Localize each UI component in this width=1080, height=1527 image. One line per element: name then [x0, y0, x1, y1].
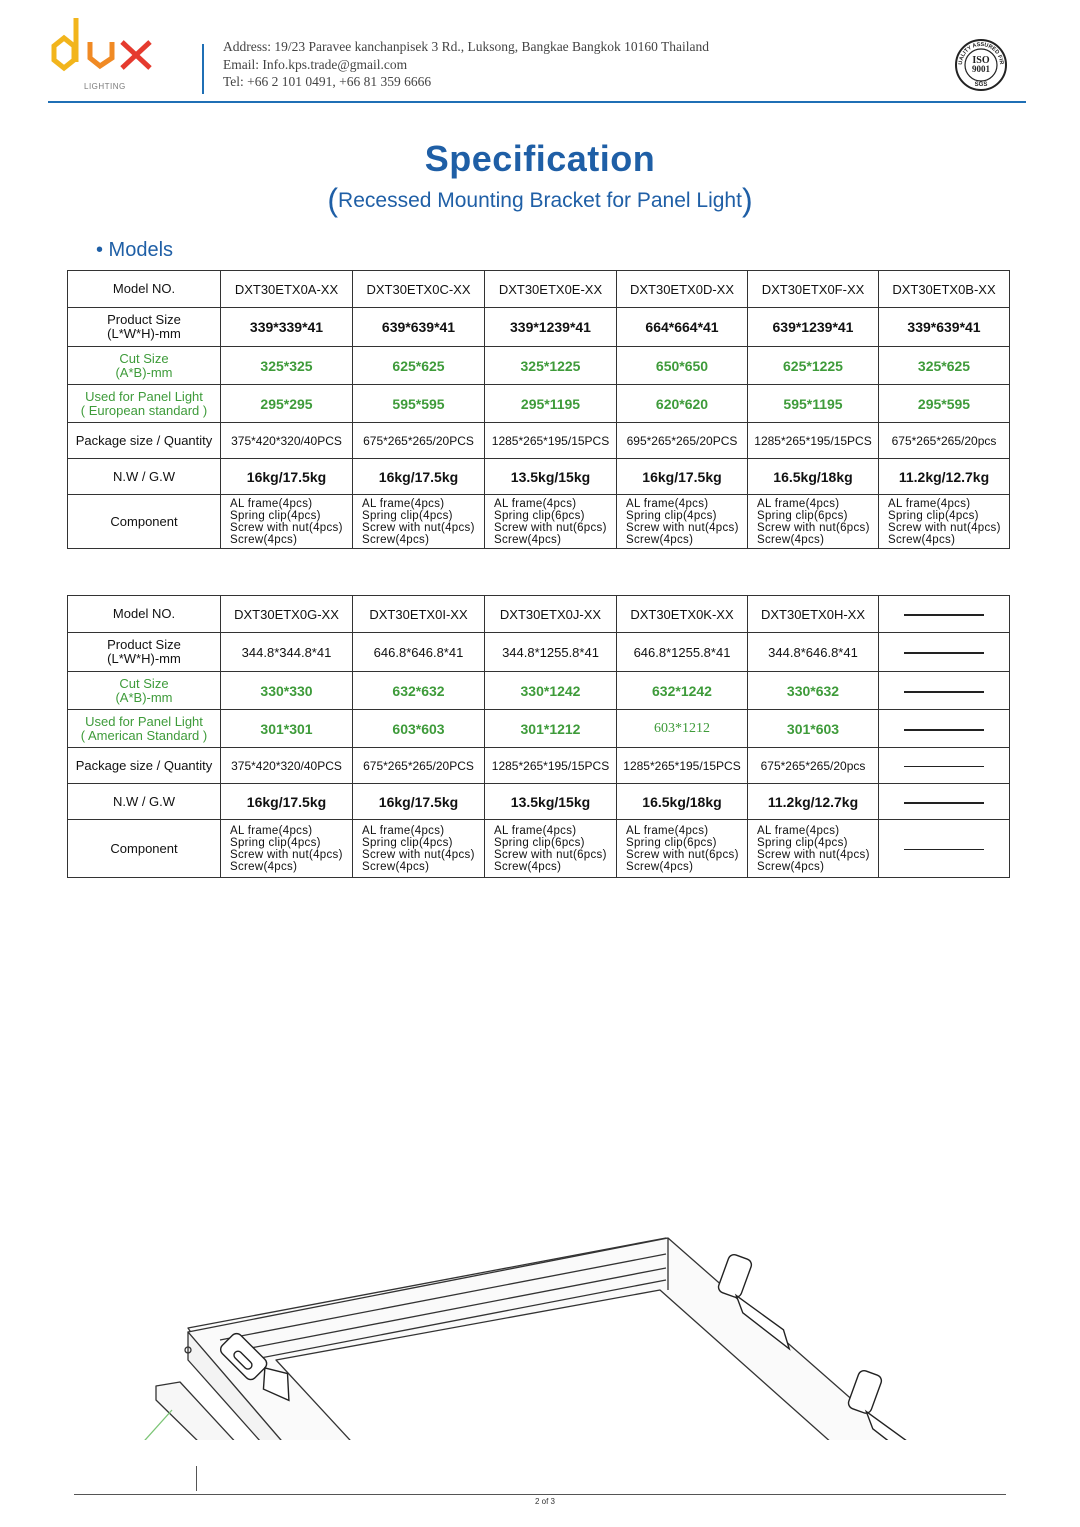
component-list — [485, 495, 617, 549]
component-item: AL frame(4pcs) — [494, 497, 577, 510]
address-line: Address: 19/23 Paravee kanchanpisek 3 Rd., Luksong, Bangkae Bangkok 10160 Thailand — [223, 39, 710, 54]
panel-light-size: 603*603 — [353, 710, 485, 748]
component-item: Screw(4pcs) — [230, 860, 298, 873]
model-number: DXT30ETX0F-XX — [748, 271, 879, 308]
row-label: Package size / Quantity — [68, 423, 221, 459]
table-row-product-size — [68, 633, 1010, 672]
cut-size: 625*625 — [353, 347, 485, 385]
cut-size: 325*625 — [879, 347, 1010, 385]
model-number: DXT30ETX0H-XX — [748, 596, 879, 633]
table-row-panel-light — [68, 385, 1010, 423]
component-item: Screw with nut(4pcs) — [362, 521, 475, 534]
row-label: N.W / G.W — [68, 784, 221, 820]
component-list — [617, 820, 748, 878]
row-label: Cut Size (A*B)-mm — [68, 672, 221, 710]
package-size: 675*265*265/20pcs — [879, 423, 1010, 459]
row-label: Model NO. — [68, 596, 221, 633]
component-item: Spring clip(4pcs) — [888, 509, 979, 522]
footer-tick — [196, 1466, 197, 1491]
component-list — [221, 820, 353, 878]
package-size: 1285*265*195/15PCS — [748, 423, 879, 459]
product-size: 339*339*41 — [221, 308, 353, 347]
package-size: 375*420*320/40PCS — [221, 748, 353, 784]
iso-badge-number: 9001 — [972, 64, 990, 74]
component-item: Spring clip(4pcs) — [230, 836, 321, 849]
weight: 13.5kg/15kg — [485, 459, 617, 495]
company-address — [223, 38, 709, 91]
table-row-weight — [68, 459, 1010, 495]
component-list — [221, 495, 353, 549]
product-size: 344.8*1255.8*41 — [485, 633, 617, 672]
package-size: 1285*265*195/15PCS — [617, 748, 748, 784]
page-title: Specification — [424, 138, 656, 179]
weight: 11.2kg/12.7kg — [879, 459, 1010, 495]
product-size: 646.8*1255.8*41 — [617, 633, 748, 672]
component-item: AL frame(4pcs) — [626, 824, 709, 837]
row-label: Package size / Quantity — [68, 748, 221, 784]
empty-cell — [879, 672, 1010, 710]
component-item: Screw(4pcs) — [626, 860, 694, 873]
dash-placeholder — [904, 652, 984, 654]
component-item: AL frame(4pcs) — [757, 497, 840, 510]
row-label: Product Size (L*W*H)-mm — [68, 633, 221, 672]
panel-light-size: 603*1212 — [617, 710, 748, 748]
model-number: DXT30ETX0K-XX — [617, 596, 748, 633]
component-item: AL frame(4pcs) — [362, 497, 445, 510]
model-number: DXT30ETX0E-XX — [485, 271, 617, 308]
package-size: 1285*265*195/15PCS — [485, 423, 617, 459]
weight: 16kg/17.5kg — [353, 784, 485, 820]
company-logo — [48, 16, 168, 96]
component-item: AL frame(4pcs) — [230, 824, 313, 837]
row-label: Product Size (L*W*H)-mm — [68, 308, 221, 347]
panel-light-size: 301*1212 — [485, 710, 617, 748]
component-list — [353, 495, 485, 549]
panel-light-size: 620*620 — [617, 385, 748, 423]
component-item: Spring clip(4pcs) — [230, 509, 321, 522]
empty-cell — [879, 633, 1010, 672]
cut-size: 330*1242 — [485, 672, 617, 710]
cut-size: 650*650 — [617, 347, 748, 385]
component-list — [748, 820, 879, 878]
component-list — [485, 820, 617, 878]
subtitle-text: Recessed Mounting Bracket for Panel Light — [338, 189, 742, 212]
product-size: 344.8*646.8*41 — [748, 633, 879, 672]
models-heading: • Models — [96, 239, 174, 261]
component-item: Screw(4pcs) — [494, 860, 562, 873]
weight: 16kg/17.5kg — [617, 459, 748, 495]
package-size: 675*265*265/20PCS — [353, 748, 485, 784]
email-line: Email: Info.kps.trade@gmail.com — [223, 56, 408, 72]
component-item: Screw(4pcs) — [494, 533, 562, 546]
package-size: 675*265*265/20PCS — [353, 423, 485, 459]
table-row-model — [68, 596, 1010, 633]
table-row-weight — [68, 784, 1010, 820]
cut-size: 625*1225 — [748, 347, 879, 385]
package-size: 1285*265*195/15PCS — [485, 748, 617, 784]
table-row-panel-light — [68, 710, 1010, 748]
spec-table-european — [67, 270, 1010, 549]
row-label: Used for Panel Light ( European standard ) — [68, 385, 221, 423]
component-item: Screw(4pcs) — [362, 860, 430, 873]
component-item: AL frame(4pcs) — [888, 497, 971, 510]
cut-size: 325*1225 — [485, 347, 617, 385]
component-item: Screw with nut(4pcs) — [888, 521, 1001, 534]
component-item: AL frame(4pcs) — [757, 824, 840, 837]
empty-cell — [879, 748, 1010, 784]
component-item: Screw(4pcs) — [362, 533, 430, 546]
empty-cell — [879, 820, 1010, 878]
product-size: 639*639*41 — [353, 308, 485, 347]
iso-9001-badge — [954, 38, 1008, 92]
panel-light-size: 295*595 — [879, 385, 1010, 423]
cut-size: 325*325 — [221, 347, 353, 385]
header-divider — [202, 44, 204, 94]
dash-placeholder — [904, 802, 984, 804]
package-size: 675*265*265/20pcs — [748, 748, 879, 784]
row-label: Component — [68, 820, 221, 878]
weight: 16.5kg/18kg — [617, 784, 748, 820]
panel-light-size: 595*595 — [353, 385, 485, 423]
component-item: Spring clip(6pcs) — [494, 509, 585, 522]
component-item: AL frame(4pcs) — [230, 497, 313, 510]
model-number: DXT30ETX0D-XX — [617, 271, 748, 308]
component-item: Spring clip(6pcs) — [494, 836, 585, 849]
component-item: AL frame(4pcs) — [362, 824, 445, 837]
weight: 13.5kg/15kg — [485, 784, 617, 820]
model-number: DXT30ETX0B-XX — [879, 271, 1010, 308]
component-item: AL frame(4pcs) — [494, 824, 577, 837]
iso-badge-bottom: SGS — [974, 82, 988, 88]
component-item: Screw(4pcs) — [757, 860, 825, 873]
bracket-technical-drawing — [100, 920, 980, 1440]
component-item: Screw(4pcs) — [757, 533, 825, 546]
dimension-extension — [120, 1410, 172, 1440]
table-row-product-size — [68, 308, 1010, 347]
empty-cell — [879, 784, 1010, 820]
cut-size: 632*1242 — [617, 672, 748, 710]
panel-light-size: 595*1195 — [748, 385, 879, 423]
dash-placeholder — [904, 766, 984, 768]
product-size: 339*639*41 — [879, 308, 1010, 347]
component-item: Spring clip(4pcs) — [362, 836, 453, 849]
component-item: Screw(4pcs) — [626, 533, 694, 546]
page-subtitle: (Recessed Mounting Bracket for Panel Light) — [327, 182, 753, 218]
table-row-component — [68, 820, 1010, 878]
package-size: 375*420*320/40PCS — [221, 423, 353, 459]
panel-light-size: 295*1195 — [485, 385, 617, 423]
panel-light-size: 301*603 — [748, 710, 879, 748]
weight: 16kg/17.5kg — [221, 784, 353, 820]
page-number: 2 of 3 — [534, 1497, 555, 1506]
table-row-package — [68, 423, 1010, 459]
component-item: Screw with nut(6pcs) — [494, 521, 607, 534]
component-item: Screw(4pcs) — [888, 533, 956, 546]
table-row-package — [68, 748, 1010, 784]
table-row-cut-size — [68, 347, 1010, 385]
product-size: 339*1239*41 — [485, 308, 617, 347]
component-item: Spring clip(4pcs) — [626, 509, 717, 522]
weight: 16kg/17.5kg — [353, 459, 485, 495]
component-item: AL frame(4pcs) — [626, 497, 709, 510]
component-item: Spring clip(6pcs) — [757, 509, 848, 522]
component-item: Screw with nut(6pcs) — [494, 848, 607, 861]
header-rule — [48, 101, 1026, 103]
component-list — [353, 820, 485, 878]
row-label: Component — [68, 495, 221, 549]
row-label: Model NO. — [68, 271, 221, 308]
component-item: Screw(4pcs) — [230, 533, 298, 546]
spec-table-american — [67, 595, 1010, 878]
component-item: Screw with nut(4pcs) — [757, 848, 870, 861]
product-size: 664*664*41 — [617, 308, 748, 347]
empty-cell — [879, 596, 1010, 633]
dash-placeholder — [904, 729, 984, 731]
dash-placeholder — [904, 849, 984, 851]
row-label: Cut Size (A*B)-mm — [68, 347, 221, 385]
component-list — [879, 495, 1010, 549]
table-row-component — [68, 495, 1010, 549]
product-size: 639*1239*41 — [748, 308, 879, 347]
component-item: Screw with nut(4pcs) — [362, 848, 475, 861]
product-size: 344.8*344.8*41 — [221, 633, 353, 672]
empty-cell — [879, 710, 1010, 748]
component-item: Spring clip(4pcs) — [757, 836, 848, 849]
iso-badge-main: ISO — [972, 55, 990, 66]
row-label: Used for Panel Light ( American Standard ) — [68, 710, 221, 748]
iso-badge-arc-text: UALITY ASSURED FIR — [957, 41, 1005, 66]
model-number: DXT30ETX0I-XX — [353, 596, 485, 633]
model-number: DXT30ETX0C-XX — [353, 271, 485, 308]
component-item: Screw with nut(4pcs) — [230, 848, 343, 861]
footer-rule — [74, 1494, 1006, 1495]
model-number: DXT30ETX0J-XX — [485, 596, 617, 633]
cut-size: 632*632 — [353, 672, 485, 710]
model-number: DXT30ETX0G-XX — [221, 596, 353, 633]
component-item: Spring clip(6pcs) — [626, 836, 717, 849]
weight: 11.2kg/12.7kg — [748, 784, 879, 820]
component-item: Screw with nut(4pcs) — [230, 521, 343, 534]
logo-subtitle: LIGHTING — [84, 82, 126, 91]
model-number: DXT30ETX0A-XX — [221, 271, 353, 308]
row-label: N.W / G.W — [68, 459, 221, 495]
table-row-model — [68, 271, 1010, 308]
component-item: Screw with nut(4pcs) — [626, 521, 739, 534]
table-row-cut-size — [68, 672, 1010, 710]
component-list — [748, 495, 879, 549]
weight: 16kg/17.5kg — [221, 459, 353, 495]
weight: 16.5kg/18kg — [748, 459, 879, 495]
dash-placeholder — [904, 614, 984, 616]
cut-size: 330*632 — [748, 672, 879, 710]
product-size: 646.8*646.8*41 — [353, 633, 485, 672]
component-item: Screw with nut(6pcs) — [757, 521, 870, 534]
panel-light-size: 301*301 — [221, 710, 353, 748]
component-item: Spring clip(4pcs) — [362, 509, 453, 522]
panel-light-size: 295*295 — [221, 385, 353, 423]
phone-line: Tel: +66 2 101 0491, +66 81 359 6666 — [223, 74, 432, 89]
component-list — [617, 495, 748, 549]
dash-placeholder — [904, 691, 984, 693]
package-size: 695*265*265/20PCS — [617, 423, 748, 459]
component-item: Screw with nut(6pcs) — [626, 848, 739, 861]
cut-size: 330*330 — [221, 672, 353, 710]
